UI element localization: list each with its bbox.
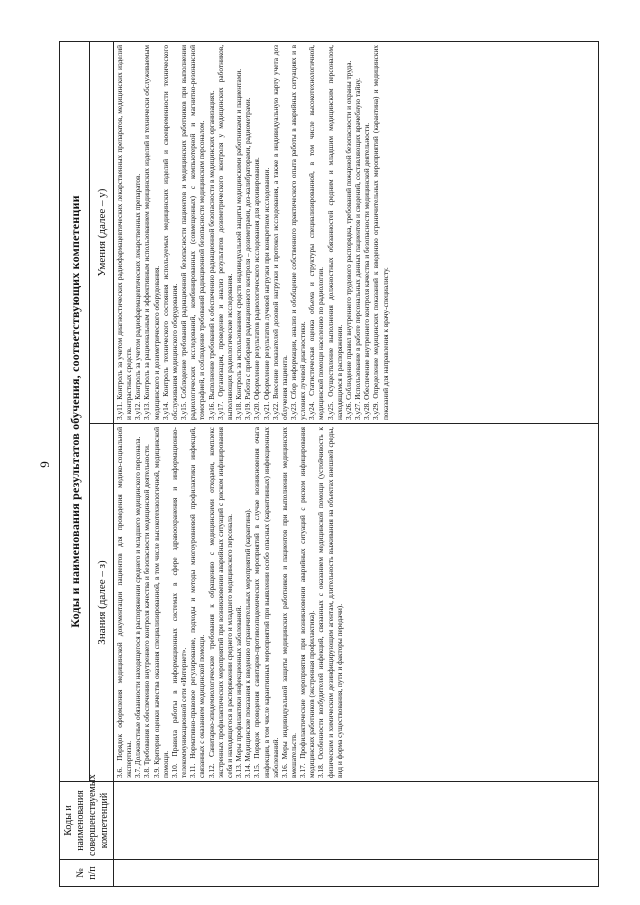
- knowledge-item: 3.14. Медицинские показания к введению ограничительных мероприятий (карантина).: [243, 508, 253, 778]
- skill-item: 3.у28. Обеспечение внутреннего контроля качества и безопасности медицинской деятельности.: [362, 122, 372, 420]
- skill-item: 3.у23. Сбор информации, анализ и обобщение собственного практического опыта работы в аварийных ситуациях и в условиях лучевой диагностики.: [288, 44, 308, 420]
- knowledge-item: 3.8. Требования к обеспечению внутреннего контроля качества и безопасности медицинской деятельности.: [142, 444, 152, 778]
- knowledge-item: 3.7. Должностные обязанности находящегося в распоряжении среднего и младшего медицинского персонала.: [133, 436, 143, 778]
- row-codes: [114, 782, 599, 860]
- knowledge-item: 3.15. Порядок проведения санитарно-противоэпидемических мероприятий в случае возникновения очага инфекции, в том числе карантинных мероприятий при выявлении особо опасных (карантинных) инфекционных заболеваний.: [252, 427, 280, 778]
- knowledge-item: 3.16. Меры индивидуальной защиты медицинских работников и пациентов при выполнении медицинских вмешательств.: [279, 427, 298, 778]
- skill-item: 3.у21. Оформление результатов лучевой нагрузки при конкретном исследовании.: [261, 167, 271, 420]
- header-num: № п/п: [60, 860, 114, 887]
- knowledge-item: 3.11. Нормативно-правовое регулирование, подходы и методы многоуровневой профилактики инфекций, связанных с оказанием медицинской помощи.: [188, 427, 207, 778]
- header-knowledge: Знания (далее – з): [90, 424, 114, 782]
- skill-item: 3.у11. Контроль за учетом диагностических радиофармацевтических лекарственных препаратов, медицинских изделий и контрастных средств.: [115, 44, 134, 420]
- header-codes: Коды и наименования совершенствуемых компетенций: [60, 782, 114, 860]
- knowledge-item: 3.17. Профилактические мероприятия при возникновении аварийных ситуаций с риском инфицирования медицинских работников (экстренная профилактика).: [298, 427, 317, 778]
- knowledge-item: 3.10. Правила работы в информационных системах в сфере здравоохранения и информационно-телекоммуникационной сети «Интернет».: [169, 427, 189, 778]
- skill-item: 3.у29. Определение медицинских показаний к введению ограничительных мероприятий (карантина) и медицинских показаний для направления к врачу-специалисту.: [371, 44, 390, 420]
- skill-item: 3.у13. Контроль за рациональным и эффективным использованием медицинских изделий и технически обслуживаемым медицинского и дозиметрического оборудования.: [142, 44, 161, 420]
- skill-item: 3.у17. Организация, проведение и анализ результатов дозиметрического контроля у медицинских работников, выполняющих радиологические исследования.: [215, 44, 234, 420]
- knowledge-cell: [114, 424, 599, 782]
- skill-item: 3.у14. Контроль технического состояния используемых медицинских изделий и своевременности технического обслуживания медицинского оборудования.: [160, 44, 179, 420]
- skill-item: 3.у27. Использование в работе персональных данных пациентов и сведений, составляющих врачебную тайну.: [353, 77, 363, 420]
- skills-cell: [114, 41, 599, 423]
- skill-item: 3.у16. Выполнение требований к обеспечению радиационной безопасности в медицинских организациях.: [206, 90, 216, 420]
- skill-item: 3.у18. Контроль за использованием средств индивидуальной защиты медицинскими работниками и пациентами.: [234, 68, 244, 420]
- knowledge-item: 3.12. Санитарно-эпидемиологические требования к обращению с медицинскими отходами, комплекс экстренных профилактических мероприятий при возникновении аварийных ситуаций с риском инфицирования себя и находящегося в распоряжении среднего и младшего медицинского персонала.: [206, 427, 234, 778]
- knowledge-item: 3.6. Порядок оформления медицинской документации пациентов для проведения медико-социальной экспертизы.: [115, 427, 134, 778]
- skill-item: 3.у15. Соблюдение требований радиационной безопасности пациентов и медицинских работников при выполнении радиологических исследований, комбинированных (совмещенных) с компьютерной и магнитно-резонансной томографией, и соблюдение требований радиационной безопасности медицинским персоналом.: [179, 44, 207, 420]
- header-skills: Умения (далее – у): [90, 41, 114, 423]
- skill-item: 3.у24. Статистическая оценка объема и структуры специализированной, в том числе высокотехнологичной, медицинской помощи населению по радиологии.: [307, 44, 326, 420]
- row-num: [114, 860, 599, 887]
- skill-item: 3.у20. Оформление результатов радиологического исследования для архивирования.: [252, 157, 262, 420]
- skill-item: 3.у12. Контроль за учетом радиофармацевтических лекарственных препаратов.: [133, 173, 143, 420]
- skill-item: 3.у22. Внесение показателей дозовой нагрузки и протокол исследования, а также в индивидуальную карту учета доз облучения пациента.: [270, 44, 289, 420]
- skill-item: 3.у26. Соблюдение правил внутреннего трудового распорядка, требований пожарной безопасности и охраны труда.: [343, 60, 353, 420]
- header-row-sub: [90, 41, 114, 886]
- skill-item: 3.у19. Работа с приборами радиационного контроля – дозиметрами, доз-калибраторами, радиометрами.: [243, 97, 253, 420]
- rotated-content: [37, 42, 602, 887]
- competency-table: [59, 41, 599, 887]
- header-results-group: Коды и наименования результатов обучения, соответствующих компетенции: [60, 41, 90, 781]
- page-number: 9: [37, 461, 52, 468]
- knowledge-item: 3.9. Критерии оценки качества оказания специализированной, в том числе высокотехнологичной, медицинской помощи.: [151, 427, 170, 778]
- table-row: [114, 41, 599, 886]
- skill-item: 3.у25. Осуществление выполнения должностных обязанностей средним и младшим медицинским персоналом, находящимся в распоряжении.: [325, 44, 344, 420]
- knowledge-item: 3.18. Особенности возбудителей инфекций, связанных с оказанием медицинской помощи (устойчивость к физическим и химическим дезинфицирующим агентам, длительность выживания на объектах внешней среды, вид и форма существования, пути и факторы передачи).: [316, 427, 344, 778]
- header-row-group: [60, 41, 90, 886]
- knowledge-item: 3.13. Меры профилактики инфекционных заболеваний.: [234, 605, 244, 778]
